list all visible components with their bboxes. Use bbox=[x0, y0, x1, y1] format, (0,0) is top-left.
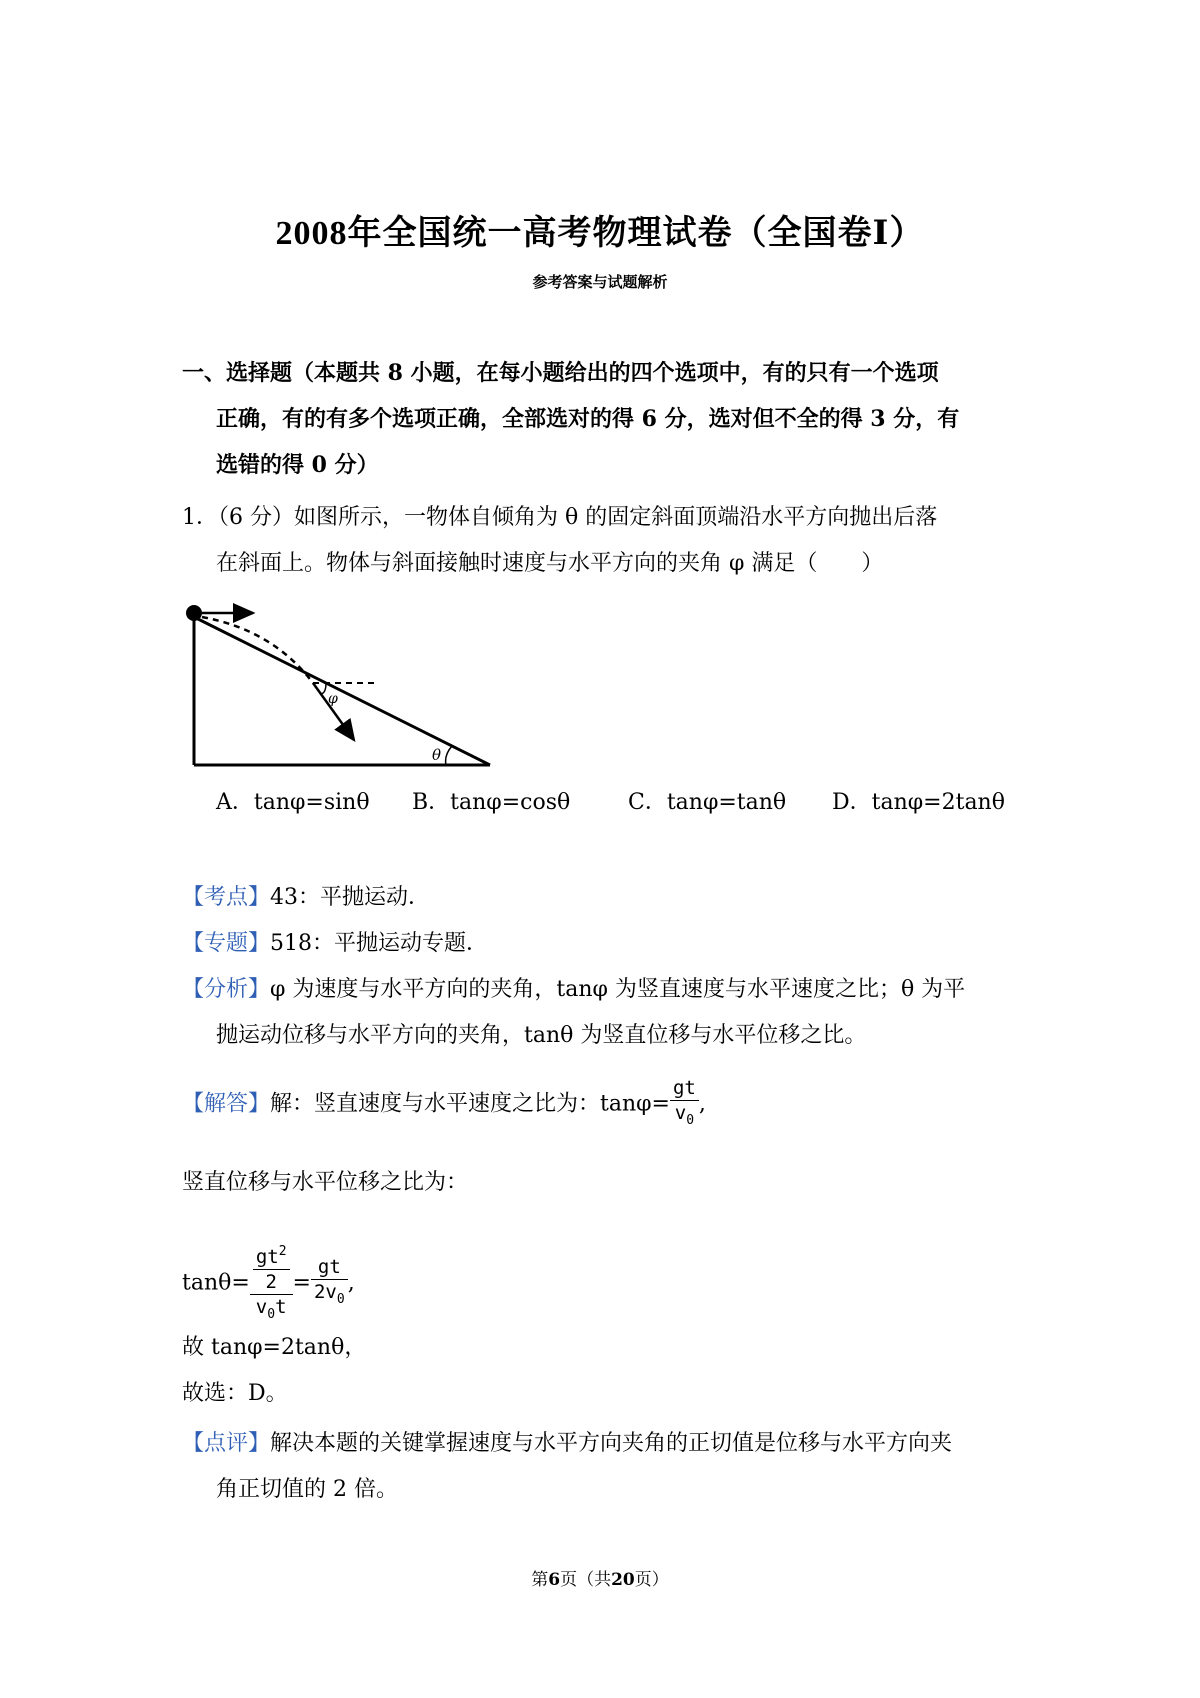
current-page-number: 6 bbox=[548, 1570, 561, 1590]
page-subtitle: 参考答案与试题解析 bbox=[532, 273, 668, 291]
dianping-line1: 解决本题的关键掌握速度与水平方向夹角的正切值是位移与水平方向夹 bbox=[270, 1431, 953, 1456]
theta-label: θ bbox=[432, 746, 442, 764]
projectile-ball bbox=[186, 605, 202, 621]
option-b: B．tanφ=cosθ bbox=[412, 790, 571, 815]
question-line2: 在斜面上。物体与斜面接触时速度与水平方向的夹角 φ 满足（ ） bbox=[216, 551, 884, 576]
tan-theta-formula: tanθ= $\frac{\frac{gt^2}{2}}{v_0t}$ = $\frac{gt}{2v_0}$ , bbox=[182, 1240, 355, 1327]
option-a: A．tanφ=sinθ bbox=[216, 790, 370, 815]
section-heading-line2: 正确，有的有多个选项正确，全部选对的得 6 分，选对但不全的得 3 分，有 bbox=[216, 406, 960, 432]
incline-figure bbox=[178, 595, 498, 770]
page-footer: 第6页（共20页） bbox=[531, 1570, 669, 1590]
jieda-text: 解：竖直速度与水平速度之比为：tanφ= bbox=[270, 1091, 670, 1117]
dianping-row bbox=[182, 1421, 952, 1467]
incline-slope bbox=[194, 617, 490, 765]
theta-arc bbox=[446, 746, 452, 765]
jieda-tag: 【解答】 bbox=[182, 1091, 271, 1117]
section-heading-line1: 一、选择题（本题共 8 小题，在每小题给出的四个选项中，有的只有一个选项 bbox=[182, 360, 939, 386]
option-c: C．tanφ=tanθ bbox=[628, 790, 787, 815]
compound-fraction: $\frac{\frac{gt^2}{2}}{v_0t}$ bbox=[250, 1240, 293, 1327]
phi-arc bbox=[321, 683, 326, 694]
fenxi-line2: 抛运动位移与水平方向的夹角，tanθ 为竖直位移与水平位移之比。 bbox=[216, 1023, 867, 1048]
fraction-gt-over-v0: $\frac{gt}{v_0}$ bbox=[670, 1076, 699, 1133]
total-pages: 20 bbox=[611, 1570, 635, 1590]
displacement-ratio-line: 竖直位移与水平位移之比为： bbox=[182, 1170, 469, 1195]
dianping-tag: 【点评】 bbox=[182, 1431, 271, 1456]
option-d: D．tanφ=2tanθ bbox=[832, 790, 1005, 815]
section-heading-line3: 选错的得 0 分） bbox=[216, 452, 379, 478]
kaodian-text: 43：平抛运动． bbox=[270, 885, 431, 910]
fraction-gt-over-2v0: $\frac{gt}{2v_0}$ bbox=[311, 1255, 348, 1312]
dianping-line2: 角正切值的 2 倍。 bbox=[216, 1477, 398, 1502]
fenxi-row bbox=[182, 967, 965, 1013]
phi-label: φ bbox=[328, 691, 338, 707]
kaodian-tag: 【考点】 bbox=[182, 885, 271, 910]
choice-line: 故选：D。 bbox=[182, 1381, 288, 1406]
zhuanti-tag: 【专题】 bbox=[182, 931, 271, 956]
kaodian-row bbox=[182, 875, 430, 921]
question-line1: 1．（6 分）如图所示，一物体自倾角为 θ 的固定斜面顶端沿水平方向抛出后落 bbox=[182, 505, 938, 530]
zhuanti-text: 518：平抛运动专题． bbox=[270, 931, 489, 956]
fenxi-line1: φ 为速度与水平方向的夹角，tanφ 为竖直速度与水平速度之比；θ 为平 bbox=[270, 977, 966, 1002]
page-title: 2008年全国统一高考物理试卷（全国卷Ⅰ） bbox=[275, 215, 925, 252]
inner-fraction-gt2-over-2: $\frac{gt^2}{2}$ bbox=[253, 1240, 290, 1294]
jieda-row: 【解答】解：竖直速度与水平速度之比为：tanφ= $\frac{gt}{v_0}$ , bbox=[182, 1076, 706, 1133]
fenxi-tag: 【分析】 bbox=[182, 977, 271, 1002]
conclusion-line: 故 tanφ=2tanθ， bbox=[182, 1335, 367, 1360]
zhuanti-row bbox=[182, 921, 488, 967]
